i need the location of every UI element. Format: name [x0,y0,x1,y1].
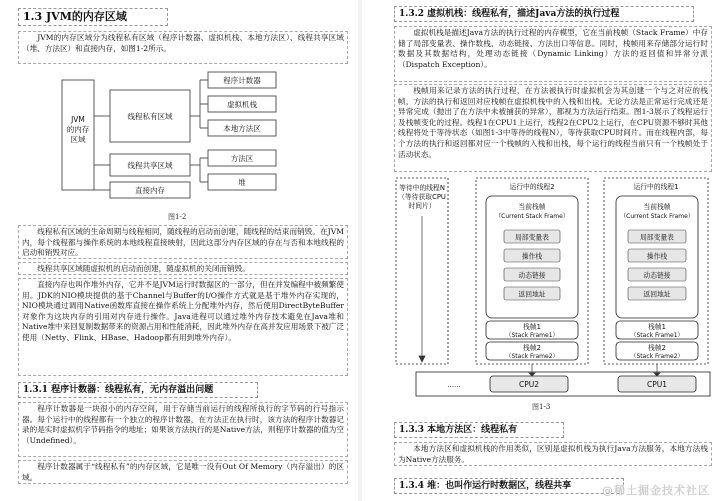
paragraph-private-lifecycle: 线程私有区域的生命周期与线程相同，随线程的启动而创建，随线程的结束而销毁。在JVM内，每个线程都与操作系统的本地线程直接映射，因此这部分内存区域的存在与否和本地线程的启动和销毁对应。 [18,225,348,259]
t1-frame2-label: 栈帧2 [648,344,666,352]
t2-frame1-label: 栈帧1 [523,323,541,331]
paragraph-pc-no-oom: 程序计数器属于“线程私有”的内存区域，它是唯一没有Out Of Memory（内存溢出）的区域。 [18,460,348,484]
intro-paragraph: JVM的内存区域分为线程私有区域（程序计数器、虚拟机栈、本地方法区）、线程共享区域（堆、方法区）和直接内存，如图1-2所示。 [18,31,348,64]
t2-row-dynlink: 动态链接 [518,271,546,280]
figure-1-3 [394,176,712,398]
t2-row-opstack: 操作栈 [521,252,543,261]
fig-item-method: 方法区 [230,154,254,163]
t2-frame1-en: （Stack Frame1） [505,332,559,339]
fig-shared-label: 线程共享区域 [127,161,173,170]
fig-item-native: 本地方法区 [223,124,261,133]
page-gutter [358,0,362,501]
t1-current-frame-en: （Current Stack Frame） [620,213,694,220]
cpu1-label: CPU1 [646,380,668,389]
figure-1-2 [58,70,298,208]
cpu2-label: CPU2 [518,380,540,389]
thread2-label: 运行中的线程2 [509,183,555,191]
fig-item-pc: 程序计数器 [223,76,261,85]
t1-row-return: 返回地址 [643,290,671,299]
paragraph-native-method-area: 本地方法区和虚拟机栈的作用类似，区别是虚拟机栈为执行Java方法服务，本地方法栈为Native方法服务。 [394,442,712,466]
subsection-title-1-3-3: 1.3.3 本地方法区：线程私有 [394,422,564,438]
watermark: @稀土掘金技术社区 [602,484,710,498]
waiting-label-line1: 等待中的线程N [399,184,445,192]
fig-private-label: 线程私有区域 [127,112,173,121]
subsection-title-1-3-4: 1.3.4 堆：也叫作运行时数据区，线程共享 [394,478,624,494]
t2-row-locals: 局部变量表 [515,233,549,242]
t2-current-frame-label: 当前栈帧 [518,203,546,211]
fig-item-heap: 堆 [238,178,246,187]
t2-current-frame-en: （Current Stack Frame） [495,213,569,220]
t1-row-opstack: 操作栈 [646,252,668,261]
fig-direct-label: 直接内存 [135,186,165,195]
waiting-label-line2: （等待获取CPU [398,193,446,201]
fig-item-vmstack: 虚拟机栈 [227,100,257,109]
t1-frame1-en: （Stack Frame1） [630,332,684,339]
t2-row-return: 返回地址 [518,290,546,299]
t2-frame2-label: 栈帧2 [523,344,541,352]
left-page [0,0,356,501]
waiting-label-line3: 时间片） [408,202,436,210]
paragraph-program-counter: 程序计数器是一块很小的内存空间，用于存储当前运行的线程所执行的字节码的行号指示器。每个运行中的线程都有一个独立的程序计数器，在方法正在执行时，该方法的程序计数器记录的是实时虚拟机字节码指令的地址；如果该方法执行的是Native方法，则程序计数器的值为空（Undefined）。 [18,402,348,457]
subsection-title-1-3-1: 1.3.1 程序计数器：线程私有，无内存溢出问题 [18,382,258,398]
subsection-title-1-3-2: 1.3.2 虚拟机栈：线程私有，描述Java方法的执行过程 [394,6,694,22]
right-page [364,0,720,501]
t2-frame2-en: （Stack Frame2） [505,353,559,360]
thread1-label: 运行中的线程1 [633,183,679,191]
section-title-1-3: 1.3 JVM的内存区域 [18,8,168,26]
fig-root-line3: 区域 [70,135,86,144]
cpu-ellipsis: …… [447,381,461,389]
t1-row-locals: 局部变量表 [640,233,674,242]
fig-root-line1: JVM [71,115,85,124]
t1-current-frame-label: 当前栈帧 [643,203,671,211]
t1-frame2-en: （Stack Frame2） [630,353,684,360]
figure-1-3-caption: 图1-3 [532,403,551,411]
paragraph-direct-memory: 直接内存也叫作堆外内存，它并不是JVM运行时数据区的一部分，但在并发编程中被频繁使用。JDK的NIO模块提供的基于Channel与Buffer的I/O操作方式就是基于堆外内存实现的，NIO模块通过调用Native函数库直接在操作系统上分配堆外内存，然后使用DirectByteBuffer对象作为这块内存的引用对内存进行操作。Java进程可以通过堆外内存技术避免在Java堆和Native堆中来回复制数据带来的资源占用和性能消耗，因此堆外内存在高并发应用场景下被广泛使用（Netty、Flink、HBase、Hadoop都有用到堆外内存）。 [18,278,348,376]
t1-row-dynlink: 动态链接 [643,271,671,280]
fig-root-line2: 的内存 [66,125,90,134]
figure-1-2-caption: 图1-2 [168,213,187,221]
paragraph-stack-frame: 栈帧用来记录方法的执行过程，在方法被执行时虚拟机会为其创建一个与之对应的栈帧，方法的执行和返回对应栈帧在虚拟机栈中的入栈和出栈。无论方法是正常运行完成还是异常完成（抛出了在方法中未被捕获的异常），都视为方法运行结束。图1-3展示了线程运行及栈帧变化的过程。线程1在CPU1上运行，线程2在CPU2上运行，在CPU资源不够时其他线程将处于等待状态（如图1-3中等待的线程N），等待获取CPU时间片。而在线程内部，每个方法的执行和返回都对应一个栈帧的入栈和出栈，每个运行的线程当前只有一个栈帧处于活动状态。 [394,84,712,172]
paragraph-vm-stack: 虚拟机栈是描述Java方法的执行过程的内存模型，它在当前栈帧（Stack Frame）中存储了局部变量表、操作数栈、动态链接、方法出口等信息。同时，栈帧用来存储部分运行时数据及其数据结构，处理动态链接（Dynamic Linking）方法的返回值和异常分派（Dispatch Exception）。 [394,26,712,82]
t1-frame1-label: 栈帧1 [648,323,666,331]
paragraph-shared-lifecycle: 线程共享区域随虚拟机的启动而创建，随虚拟机的关闭而销毁。 [18,262,348,275]
